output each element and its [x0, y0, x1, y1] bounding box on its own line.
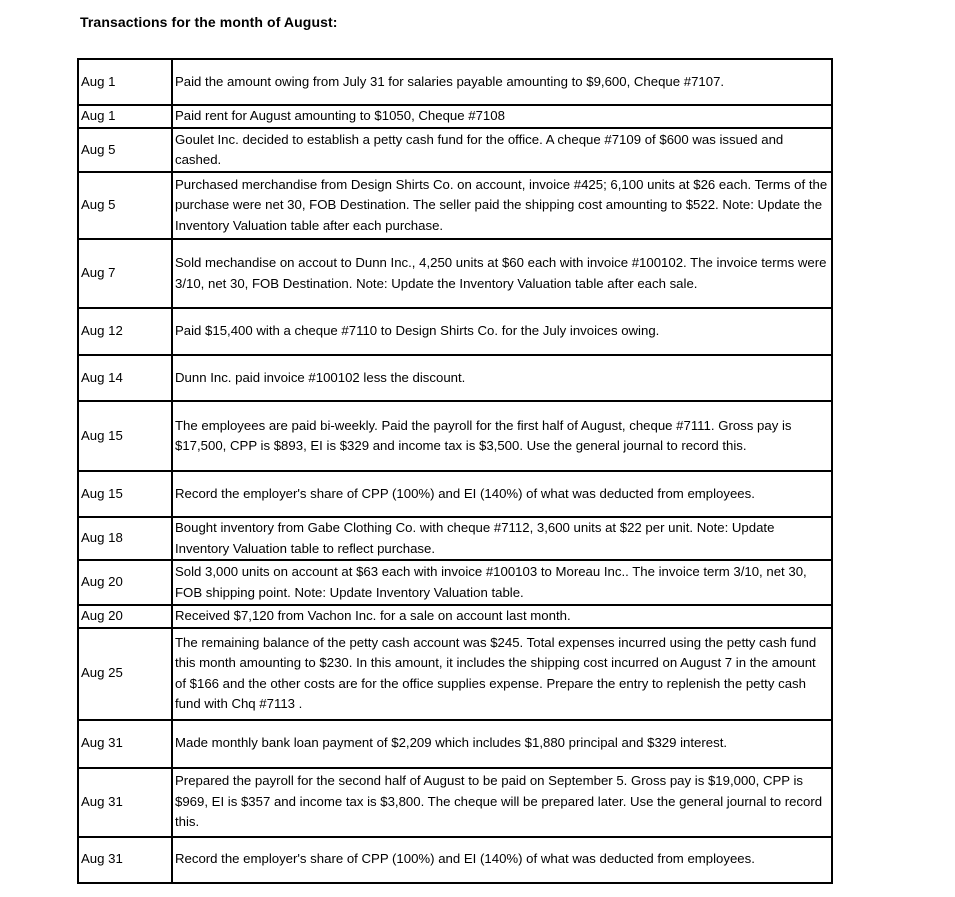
transactions-table: [77, 58, 833, 884]
transaction-description: The employees are paid bi-weekly. Paid the payroll for the first half of August, cheque #7111. Gross pay is $17,500, CPP is $893, EI is $329 and income tax is $3,500. Use the general journal to record this.: [172, 401, 832, 471]
table-row: [78, 720, 832, 768]
transaction-date: Aug 31: [78, 720, 172, 768]
transaction-date: Aug 31: [78, 768, 172, 837]
table-row: [78, 768, 832, 837]
transaction-date: Aug 7: [78, 239, 172, 308]
transaction-date: Aug 1: [78, 105, 172, 128]
table-row: [78, 401, 832, 471]
transaction-date: Aug 25: [78, 628, 172, 720]
transaction-date: Aug 5: [78, 172, 172, 239]
transaction-description: Dunn Inc. paid invoice #100102 less the discount.: [172, 355, 832, 401]
transaction-date: Aug 5: [78, 128, 172, 172]
table-row: [78, 59, 832, 105]
table-row: [78, 517, 832, 560]
transaction-date: Aug 1: [78, 59, 172, 105]
transaction-date: Aug 20: [78, 605, 172, 628]
table-row: [78, 105, 832, 128]
page-title: Transactions for the month of August:: [80, 14, 338, 30]
transaction-description: Paid $15,400 with a cheque #7110 to Design Shirts Co. for the July invoices owing.: [172, 308, 832, 355]
transaction-description: Made monthly bank loan payment of $2,209 which includes $1,880 principal and $329 interest.: [172, 720, 832, 768]
transaction-description: Received $7,120 from Vachon Inc. for a sale on account last month.: [172, 605, 832, 628]
transaction-description: The remaining balance of the petty cash account was $245. Total expenses incurred using the petty cash fund this month amounting to $230. In this amount, it includes the shipping cost incurred on August 7 in the amount of $166 and the other costs are for the office supplies expense. Prepare the entry to replenish the petty cash fund with Chq #7113 .: [172, 628, 832, 720]
transaction-description: Prepared the payroll for the second half of August to be paid on September 5. Gross pay is $19,000, CPP is $969, EI is $357 and income tax is $3,800. The cheque will be prepared later. Use the general journal to record this.: [172, 768, 832, 837]
table-row: [78, 560, 832, 605]
transaction-date: Aug 20: [78, 560, 172, 605]
table-row: [78, 308, 832, 355]
table-row: [78, 605, 832, 628]
table-row: [78, 628, 832, 720]
transaction-description: Sold mechandise on accout to Dunn Inc., 4,250 units at $60 each with invoice #100102. The invoice terms were 3/10, net 30, FOB Destination. Note: Update the Inventory Valuation table after each sale.: [172, 239, 832, 308]
table-row: [78, 471, 832, 517]
table-row: [78, 128, 832, 172]
transaction-description: Paid the amount owing from July 31 for salaries payable amounting to $9,600, Cheque #7107.: [172, 59, 832, 105]
table-row: [78, 172, 832, 239]
transaction-date: Aug 31: [78, 837, 172, 883]
transaction-description: Record the employer's share of CPP (100%) and EI (140%) of what was deducted from employees.: [172, 471, 832, 517]
transaction-description: Paid rent for August amounting to $1050, Cheque #7108: [172, 105, 832, 128]
table-row: [78, 837, 832, 883]
transaction-description: Record the employer's share of CPP (100%) and EI (140%) of what was deducted from employees.: [172, 837, 832, 883]
transaction-date: Aug 18: [78, 517, 172, 560]
transaction-date: Aug 12: [78, 308, 172, 355]
transaction-description: Purchased merchandise from Design Shirts Co. on account, invoice #425; 6,100 units at $26 each. Terms of the purchase were net 30, FOB Destination. The seller paid the shipping cost amounting to $522. Note: Update the Inventory Valuation table after each purchase.: [172, 172, 832, 239]
table-row: [78, 239, 832, 308]
transaction-description: Bought inventory from Gabe Clothing Co. with cheque #7112, 3,600 units at $22 per unit. Note: Update Inventory Valuation table to reflect purchase.: [172, 517, 832, 560]
transaction-date: Aug 15: [78, 401, 172, 471]
transaction-date: Aug 14: [78, 355, 172, 401]
transaction-description: Goulet Inc. decided to establish a petty cash fund for the office. A cheque #7109 of $600 was issued and cashed.: [172, 128, 832, 172]
transaction-date: Aug 15: [78, 471, 172, 517]
table-row: [78, 355, 832, 401]
transaction-description: Sold 3,000 units on account at $63 each with invoice #100103 to Moreau Inc.. The invoice term 3/10, net 30, FOB shipping point. Note: Update Inventory Valuation table.: [172, 560, 832, 605]
